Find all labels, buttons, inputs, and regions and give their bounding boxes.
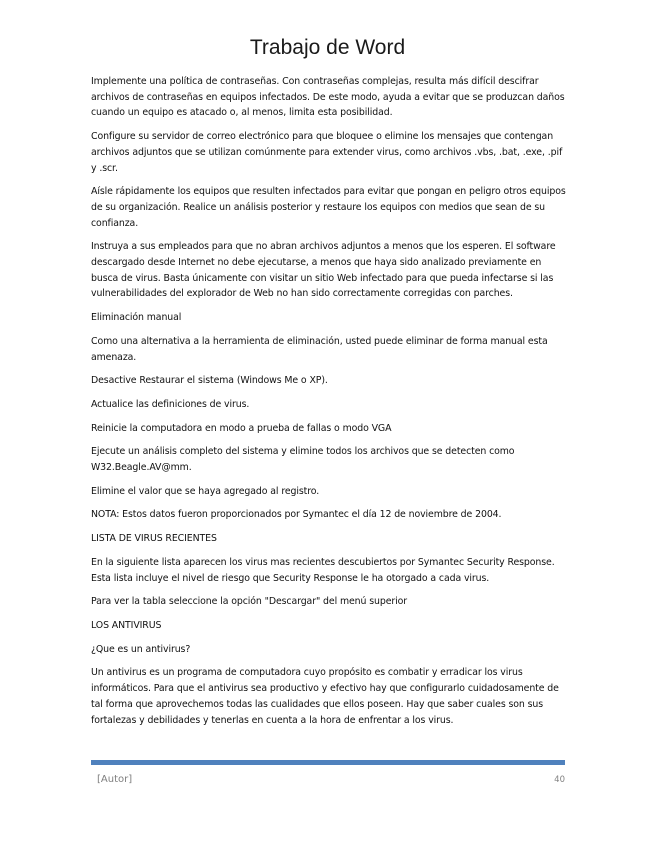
paragraph: Como una alternativa a la herramienta de eliminación, usted puede eliminar de forma manual esta amenaza.	[91, 335, 548, 363]
page-title: Trabajo de Word	[249, 36, 406, 59]
note-paragraph: NOTA: Estos datos fueron proporcionados por Symantec el día 12 de noviembre de 2004.	[91, 509, 502, 521]
section-heading: LISTA DE VIRUS RECIENTES	[91, 533, 217, 545]
paragraph: Ejecute un análisis completo del sistema y elimine todos los archivos que se detecten como W32.Beagle.AV@mm.	[91, 446, 515, 474]
section-heading: ¿Que es un antivirus?	[91, 643, 191, 655]
paragraph: Para ver la tabla seleccione la opción "Descargar" del menú superior	[91, 596, 408, 608]
paragraph: Desactive Restaurar el sistema (Windows Me o XP).	[91, 375, 328, 387]
paragraph: Reinicie la computadora en modo a prueba de fallas o modo VGA	[91, 422, 392, 434]
paragraph: Un antivirus es un programa de computadora cuyo propósito es combatir y erradicar los virus informáticos. Para que el antivirus sea productivo y efectivo hay que configurarlo cuidadosamente de tal forma que aprovechemos todas las cualidades que ellos poseen. Hay que saber cuales son sus fortalezas y debilidades y tenerlas en cuenta a la hora de enfrentar a los virus.	[91, 667, 559, 726]
section-heading: Eliminación manual	[91, 312, 182, 324]
paragraph: Elimine el valor que se haya agregado al registro.	[91, 485, 320, 497]
paragraph: Implemente una política de contraseñas. Con contraseñas complejas, resulta más difícil descifrar archivos de contraseñas en equipos infectados. De este modo, ayuda a evitar que se produzcan daños cuando un equipo es atacado o, al menos, limita esta posibilidad.	[91, 76, 565, 119]
document-body	[91, 74, 566, 736]
footer-divider	[91, 760, 565, 765]
page-number: 40	[554, 775, 565, 785]
paragraph: Configure su servidor de correo electrónico para que bloquee o elimine los mensajes que contengan archivos adjuntos que se utilizan comúnmente para extender virus, como archivos .vbs, .bat, .exe, .pif y .scr.	[91, 131, 563, 174]
section-heading: LOS ANTIVIRUS	[91, 619, 162, 631]
paragraph: Instruya a sus empleados para que no abran archivos adjuntos a menos que los esperen. El software descargado desde Internet no debe ejecutarse, a menos que haya sido analizado previamente en busca de virus. Basta únicamente con visitar un sitio Web infectado para que pueda infectarse si las vulnerabilidades del explorador de Web no han sido correctamente corregidas con parches.	[91, 241, 556, 300]
paragraph: Actualice las definiciones de virus.	[91, 398, 250, 410]
paragraph: En la siguiente lista aparecen los virus mas recientes descubiertos por Symantec Security Response. Esta lista incluye el nivel de riesgo que Security Response le ha otorgado a cada virus.	[91, 556, 555, 584]
paragraph: Aísle rápidamente los equipos que resulten infectados para evitar que pongan en peligro otros equipos de su organización. Realice un análisis posterior y restaure los equipos con medios que sean de su confianza.	[91, 186, 566, 229]
footer-author: [Autor]	[97, 774, 133, 785]
